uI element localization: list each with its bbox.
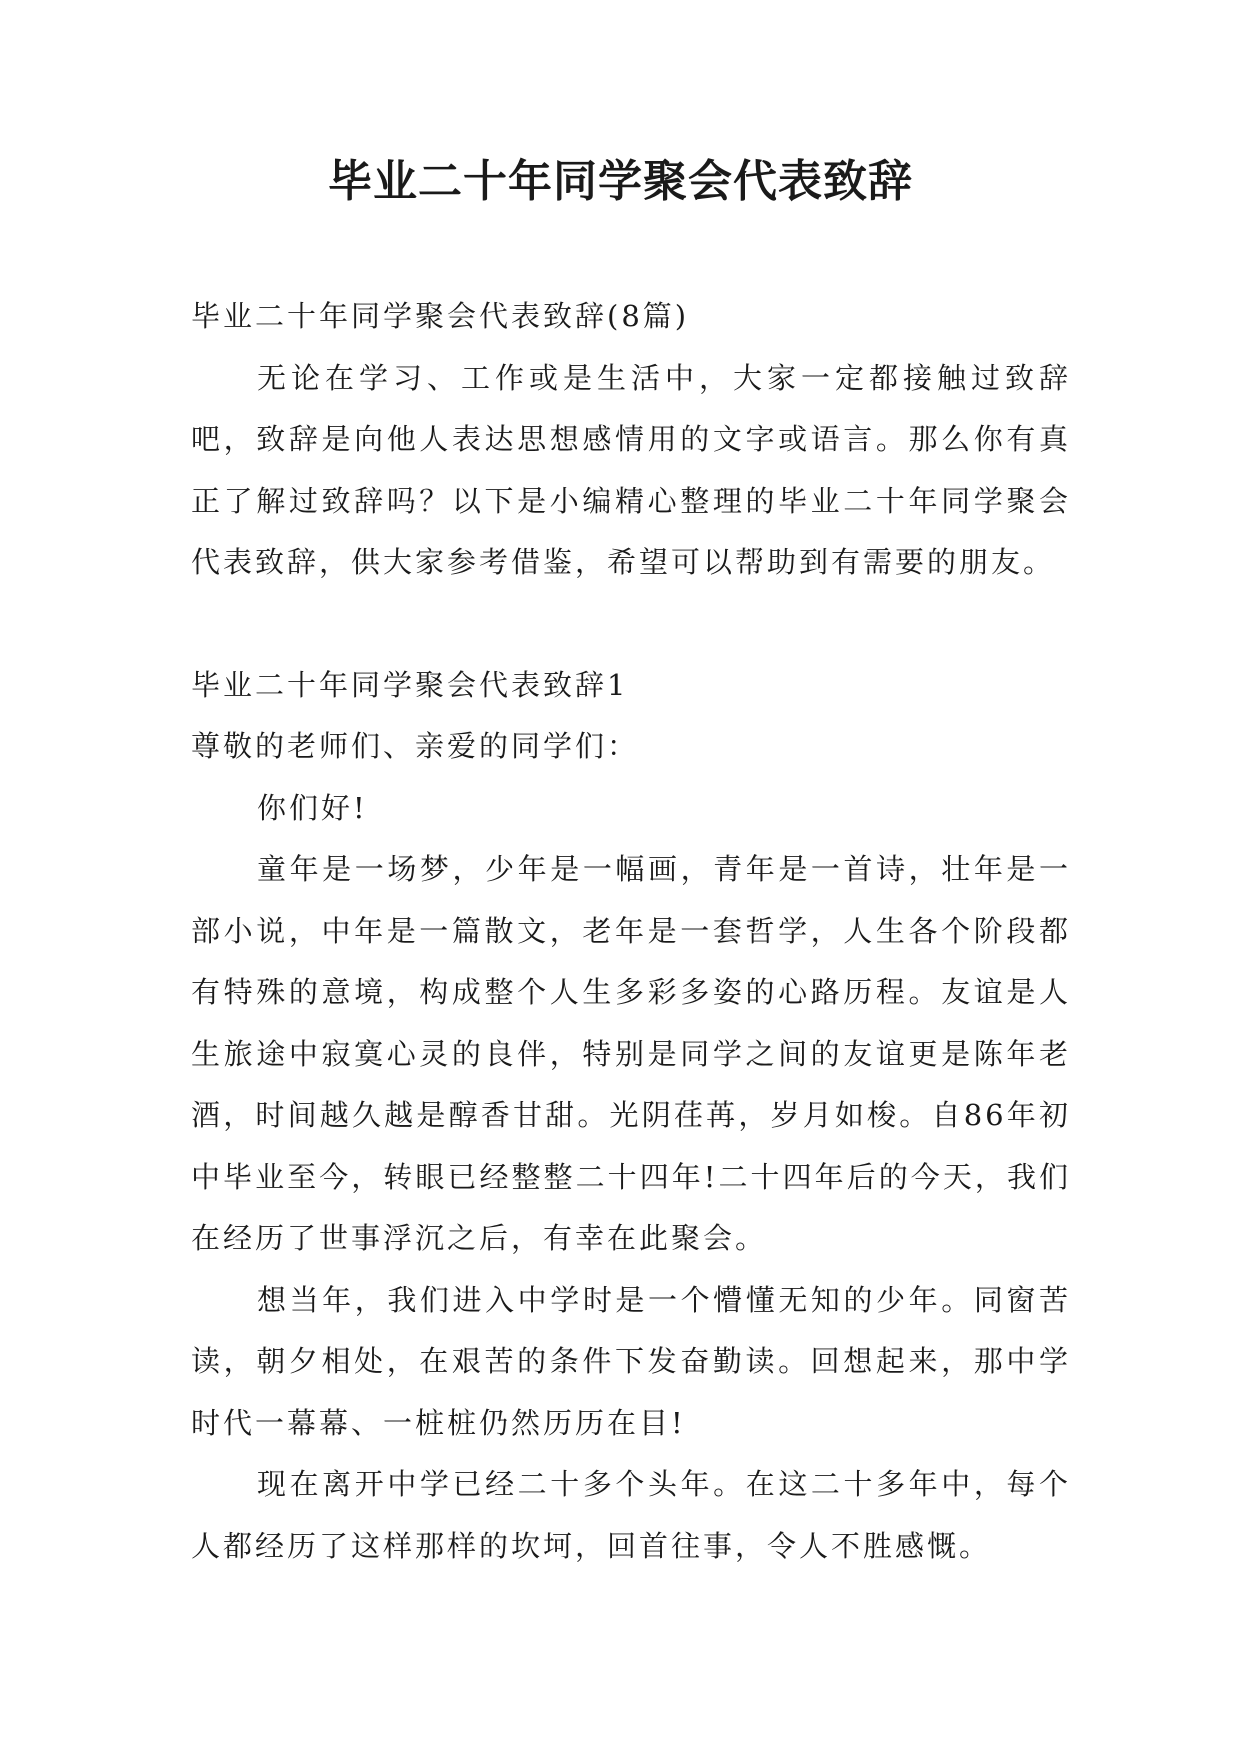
body-paragraph-1: 童年是一场梦，少年是一幅画，青年是一首诗，壮年是一部小说，中年是一篇散文，老年是一套哲学，人生各个阶段都有特殊的意境，构成整个人生多彩多姿的心路历程。友谊是人生旅途中寂寞心灵的良伴，特别是同学之间的友谊更是陈年老酒，时间越久越是醇香甘甜。光阴荏苒，岁月如梭。自86年初中毕业至今，转眼已经整整二十四年!二十四年后的今天，我们在经历了世事浮沉之后，有幸在此聚会。 [191,852,1071,1255]
document-title: 毕业二十年同学聚会代表致辞 [328,156,913,207]
body-paragraph-3: 现在离开中学已经二十多个头年。在这二十多年中，每个人都经历了这样那样的坎坷，回首往事，令人不胜感慨。 [191,1467,1071,1563]
document-body [191,286,1071,1577]
intro-paragraph: 无论在学习、工作或是生活中，大家一定都接触过致辞吧，致辞是向他人表达思想感情用的文字或语言。那么你有真正了解过致辞吗？以下是小编精心整理的毕业二十年同学聚会代表致辞，供大家参考借鉴，希望可以帮助到有需要的朋友。 [191,360,1071,579]
greeting: 你们好! [257,790,368,825]
body-paragraph-2: 想当年，我们进入中学时是一个懵懂无知的少年。同窗苦读，朝夕相处，在艰苦的条件下发奋勤读。回想起来，那中学时代一幕幕、一桩桩仍然历历在目! [191,1282,1071,1440]
document-subtitle: 毕业二十年同学聚会代表致辞(8篇) [191,299,690,333]
section-heading: 毕业二十年同学聚会代表致辞1 [191,667,629,702]
salutation: 尊敬的老师们、亲爱的同学们： [191,729,640,763]
